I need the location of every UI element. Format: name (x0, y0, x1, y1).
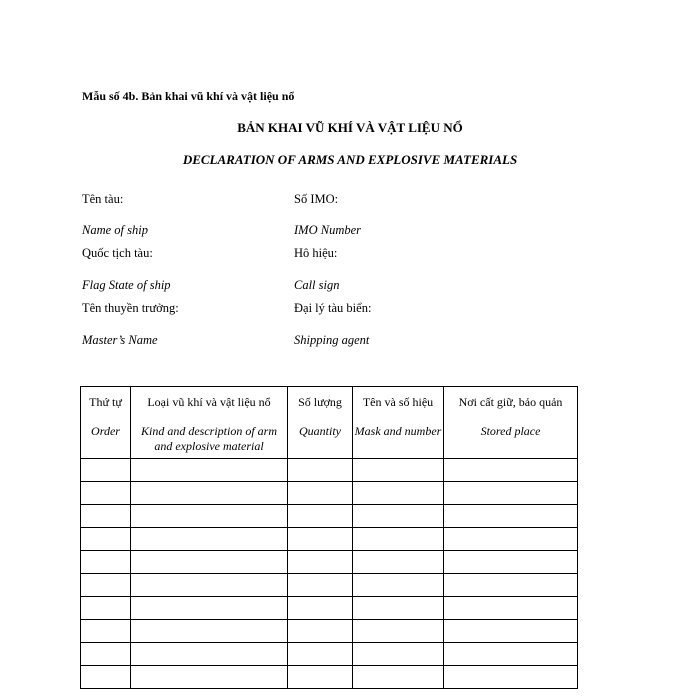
table-row (81, 482, 578, 505)
table-cell[interactable] (131, 666, 288, 689)
table-cell[interactable] (81, 643, 131, 666)
table-cell[interactable] (353, 620, 444, 643)
table-row (81, 551, 578, 574)
column-header-en: Quantity (299, 424, 341, 438)
table-cell[interactable] (81, 551, 131, 574)
document-title-vi: BẢN KHAI VŨ KHÍ VÀ VẬT LIỆU NỔ (237, 120, 463, 135)
column-header (353, 387, 444, 459)
table-cell[interactable] (444, 597, 578, 620)
column-header-en: Kind and description of arm and explosive material (140, 424, 277, 453)
table-cell[interactable] (353, 643, 444, 666)
table-row (81, 459, 578, 482)
form-number: Mẫu số 4b. Bản khai vũ khí và vật liệu nổ (82, 89, 295, 103)
table-cell[interactable] (288, 666, 353, 689)
table-row (81, 574, 578, 597)
table-cell[interactable] (81, 528, 131, 551)
table-cell[interactable] (288, 620, 353, 643)
table-cell[interactable] (353, 528, 444, 551)
table-cell[interactable] (288, 505, 353, 528)
table-cell[interactable] (353, 574, 444, 597)
column-header-vi: Số lượng (298, 395, 342, 409)
callsign-label: Hô hiệu: (294, 246, 338, 260)
table-cell[interactable] (444, 459, 578, 482)
table-row (81, 666, 578, 689)
table-cell[interactable] (131, 597, 288, 620)
column-header (81, 387, 131, 459)
table-cell[interactable] (131, 574, 288, 597)
table-cell[interactable] (288, 482, 353, 505)
table-row (81, 620, 578, 643)
table-cell[interactable] (444, 482, 578, 505)
table-cell[interactable] (353, 482, 444, 505)
table-cell[interactable] (353, 597, 444, 620)
table-cell[interactable] (131, 643, 288, 666)
declaration-table (80, 386, 578, 689)
table-cell[interactable] (444, 505, 578, 528)
column-header (444, 387, 578, 459)
imo-label: Số IMO: (294, 192, 339, 206)
table-row (81, 505, 578, 528)
table-cell[interactable] (131, 459, 288, 482)
master-label-en: Master’s Name (82, 333, 158, 347)
table-cell[interactable] (444, 574, 578, 597)
document-title-en: DECLARATION OF ARMS AND EXPLOSIVE MATERIALS (182, 152, 518, 167)
table-cell[interactable] (81, 620, 131, 643)
table-cell[interactable] (131, 482, 288, 505)
table-cell[interactable] (81, 666, 131, 689)
imo-label-en: IMO Number (294, 223, 362, 237)
table-cell[interactable] (81, 597, 131, 620)
table-cell[interactable] (288, 551, 353, 574)
table-cell[interactable] (353, 666, 444, 689)
column-header-en: Order (91, 424, 120, 438)
table-cell[interactable] (288, 574, 353, 597)
table-cell[interactable] (81, 574, 131, 597)
column-header-vi: Tên và số hiệu (362, 395, 434, 409)
table-body (81, 459, 578, 689)
table-cell[interactable] (444, 551, 578, 574)
master-label: Tên thuyền trưởng: (82, 301, 179, 315)
column-header-vi: Thứ tự (89, 395, 122, 409)
column-header-vi: Loại vũ khí và vật liệu nổ (147, 395, 271, 409)
table-cell[interactable] (288, 528, 353, 551)
table-cell[interactable] (288, 597, 353, 620)
column-header-en: Mask and number (354, 424, 442, 438)
table-cell[interactable] (353, 551, 444, 574)
table-cell[interactable] (81, 505, 131, 528)
table-header-row (81, 387, 578, 459)
ship-name-label-en: Name of ship (82, 223, 148, 237)
ship-name-label: Tên tàu: (82, 192, 124, 206)
table-cell[interactable] (353, 459, 444, 482)
column-header-vi: Nơi cất giữ, bảo quản (458, 395, 563, 409)
table-row (81, 528, 578, 551)
table-cell[interactable] (81, 482, 131, 505)
callsign-label-en: Call sign (294, 278, 340, 292)
flag-label-en: Flag State of ship (82, 278, 171, 292)
table-cell[interactable] (288, 643, 353, 666)
table-row (81, 597, 578, 620)
table-cell[interactable] (444, 528, 578, 551)
table-cell[interactable] (353, 505, 444, 528)
table-cell[interactable] (131, 620, 288, 643)
column-header-en: Stored place (480, 424, 541, 438)
table-cell[interactable] (444, 620, 578, 643)
table-cell[interactable] (288, 459, 353, 482)
table-cell[interactable] (444, 643, 578, 666)
table-cell[interactable] (444, 666, 578, 689)
column-header (288, 387, 353, 459)
flag-label: Quốc tịch tàu: (82, 246, 153, 260)
agent-label-en: Shipping agent (294, 333, 370, 347)
table-cell[interactable] (131, 551, 288, 574)
agent-label: Đại lý tàu biển: (294, 301, 372, 315)
table-cell[interactable] (81, 459, 131, 482)
table-cell[interactable] (131, 528, 288, 551)
column-header (131, 387, 288, 459)
table-row (81, 643, 578, 666)
table-cell[interactable] (131, 505, 288, 528)
